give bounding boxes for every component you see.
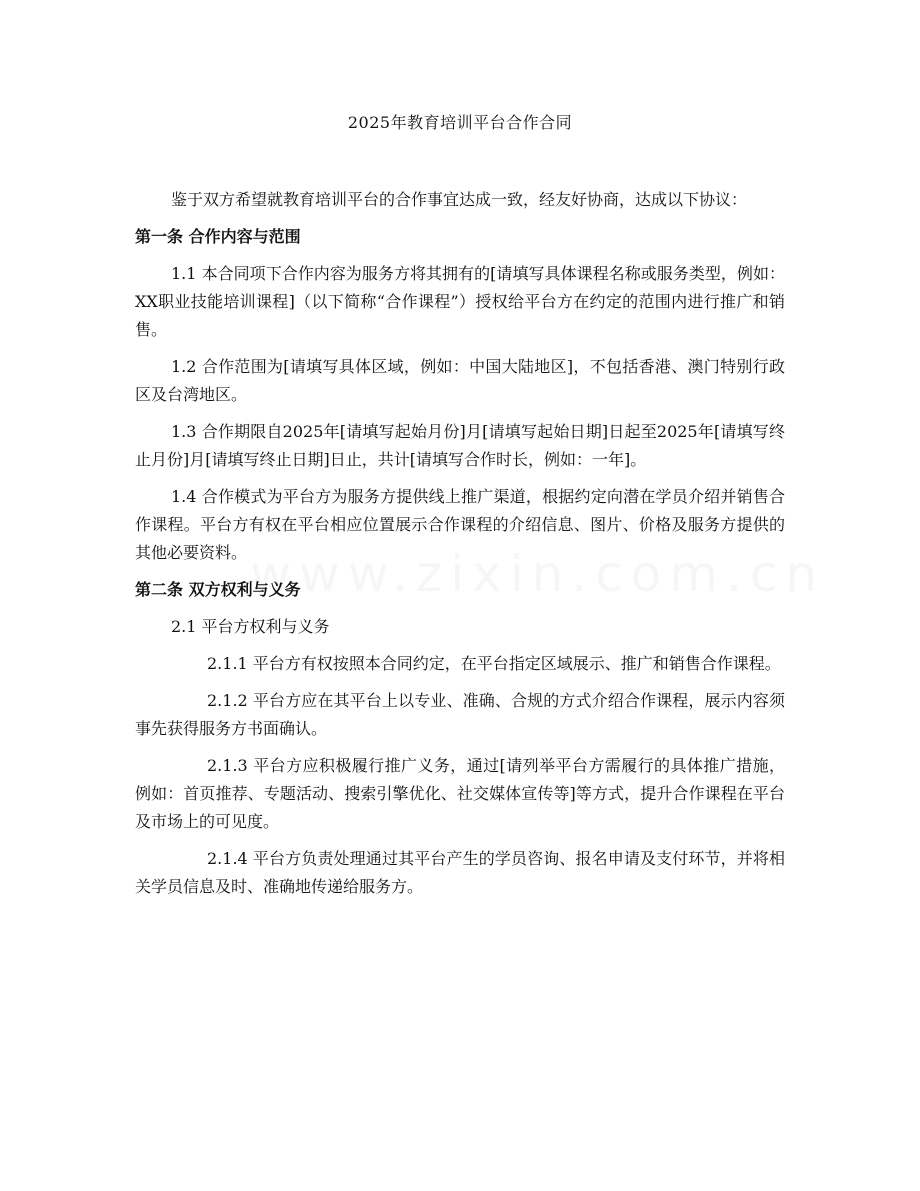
clause-2-1-1: 2.1.1 平台方有权按照本合同约定，在平台指定区域展示、推广和销售合作课程。 xyxy=(207,654,781,673)
clause-2-1-4: 2.1.4 平台方负责处理通过其平台产生的学员咨询、报名申请及支付环节，并将相关学员信息及时、准确地传递给服务方。 xyxy=(135,849,785,896)
intro-paragraph: 鉴于双方希望就教育培训平台的合作事宜达成一致，经友好协商，达成以下协议： xyxy=(171,190,748,209)
clause-2-1-2: 2.1.2 平台方应在其平台上以专业、准确、合规的方式介绍合作课程，展示内容须事先获得服务方书面确认。 xyxy=(135,691,785,738)
clause-1-2: 1.2 合作范围为[请填写具体区域，例如：中国大陆地区]，不包括香港、澳门特别行政区及台湾地区。 xyxy=(135,357,785,404)
clause-1-4: 1.4 合作模式为平台方为服务方提供线上推广渠道，根据约定向潜在学员介绍并销售合作课程。平台方有权在平台相应位置展示合作课程的介绍信息、图片、价格及服务方提供的其他必要资料。 xyxy=(135,487,785,562)
clause-1-1: 1.1 本合同项下合作内容为服务方将其拥有的[请填写具体课程名称或服务类型，例如：XX职业技能培训课程]（以下简称“合作课程”）授权给平台方在约定的范围内进行推广和销售。 xyxy=(135,264,785,339)
clause-2-1-3: 2.1.3 平台方应积极履行推广义务，通过[请列举平台方需履行的具体推广措施，例如：首页推荐、专题活动、搜索引擎优化、社交媒体宣传等]等方式，提升合作课程在平台及市场上的可见度。 xyxy=(135,756,785,831)
article-2-heading: 第二条 双方权利与义务 xyxy=(135,580,301,599)
clause-2-1-heading: 2.1 平台方权利与义务 xyxy=(171,617,330,636)
clause-1-3: 1.3 合作期限自2025年[请填写起始月份]月[请填写起始日期]日起至2025年[请填写终止月份]月[请填写终止日期]日止，共计[请填写合作时长，例如：一年]。 xyxy=(135,422,785,469)
document-body xyxy=(135,186,785,901)
document-title: 2025年教育培训平台合作合同 xyxy=(347,113,573,132)
article-1-heading: 第一条 合作内容与范围 xyxy=(135,227,301,246)
